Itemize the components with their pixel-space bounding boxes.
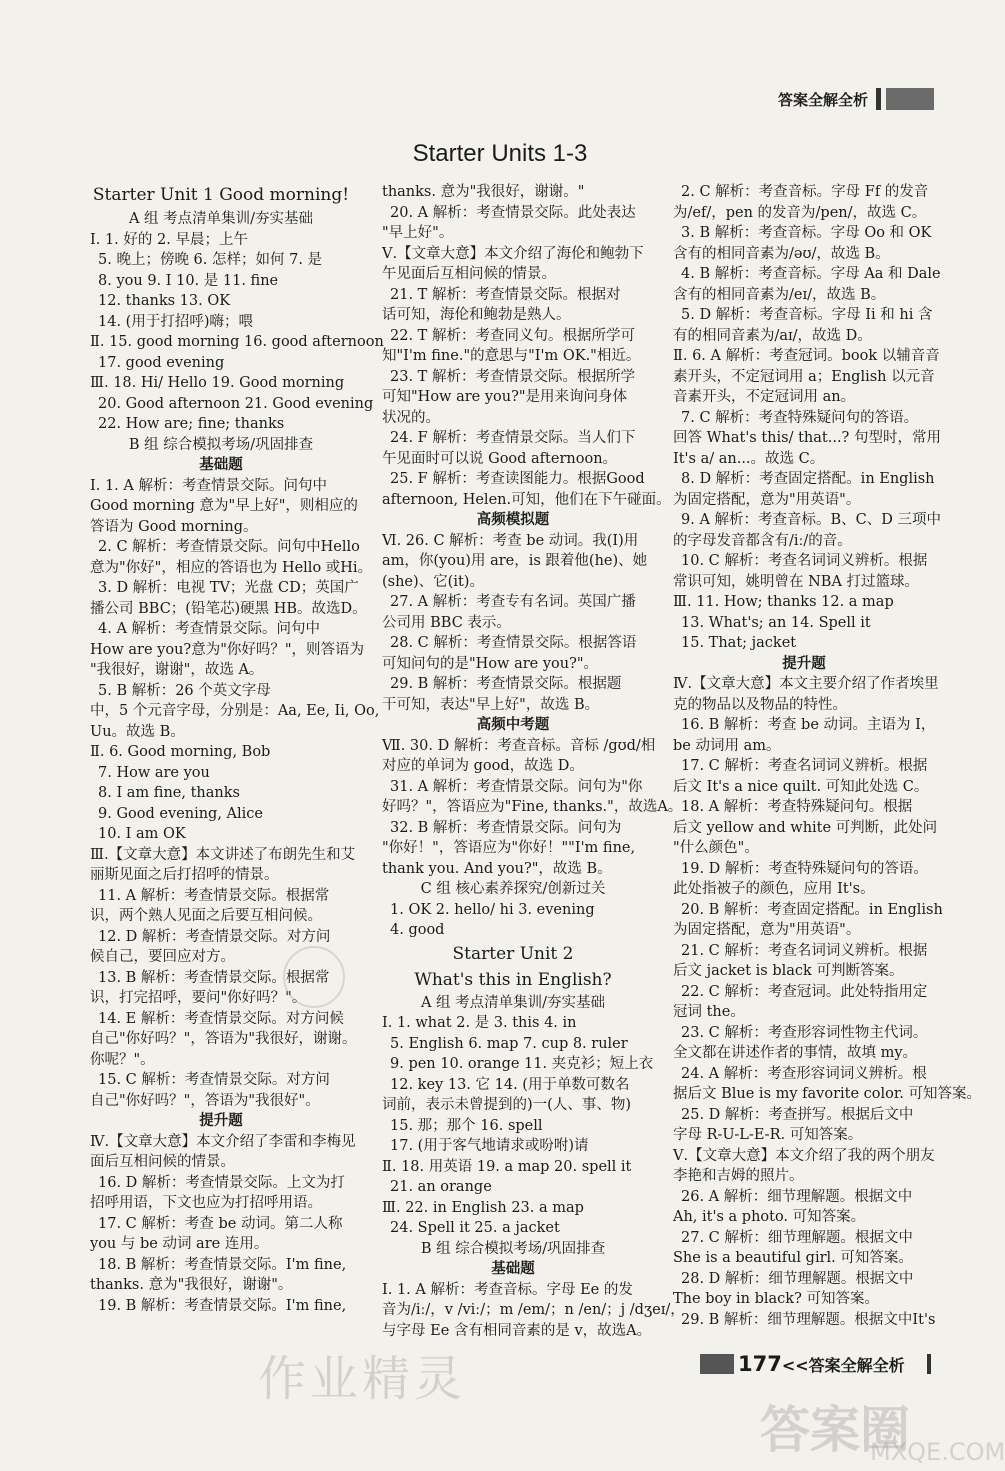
text-line: 14. (用于打招呼)嗨；喂	[98, 313, 253, 330]
answer-column-2	[382, 182, 685, 1341]
watermark-center: 作业精灵	[258, 1351, 467, 1407]
text-line: afternoon, Helen.可知，他们在下午碰面。	[382, 491, 671, 508]
text-line: Ⅰ. 1. 好的 2. 早晨；上午	[90, 231, 248, 248]
text-line: 23. T 解析：考查情景交际。根据所学	[390, 368, 635, 385]
text-line: 2. C 解析：考查情景交际。问句中Hello	[98, 539, 360, 555]
text-line: The boy in black? 可知答案。	[673, 1291, 879, 1307]
text-line: 好吗？"，答语应为"Fine, thanks."，故选A。	[382, 799, 683, 815]
text-line: 18. B 解析：考查情景交际。I'm fine,	[98, 1256, 347, 1273]
footer	[0, 1352, 1000, 1376]
text-line: 可知"How are you?"是用来询问身体	[382, 389, 628, 405]
text-line: be 动词用 am。	[673, 737, 781, 754]
text-line: 答语为 Good morning。	[90, 518, 258, 535]
text-line: 8. D 解析：考查固定搭配。in English	[681, 471, 935, 487]
text-line: 9. A 解析：考查音标。B、C、D 三项中	[681, 512, 942, 528]
text-line: It's a/ an...。故选 C。	[673, 450, 825, 467]
text-line: 据后文 Blue is my favorite color. 可知答案。	[673, 1086, 981, 1102]
text-line: 与字母 Ee 含有相同音素的是 v，故选A。	[382, 1322, 652, 1339]
text-line: thank you. And you?"，故选 B。	[382, 860, 612, 877]
text-line: 李艳和吉姆的照片。	[673, 1168, 804, 1184]
text-line: 全文都在讲述作者的事情，故填 my。	[673, 1045, 918, 1061]
text-line: 15. C 解析：考查情景交际。对方问	[98, 1072, 330, 1088]
footer-text	[738, 1352, 905, 1376]
text-line: Ⅰ. 1. A 解析：考查音标。字母 Ee 的发	[382, 1281, 633, 1298]
text-line: 公司用 BBC 表示。	[382, 614, 511, 631]
text-line: Ⅱ. 6. Good morning, Bob	[90, 744, 271, 760]
header-tag	[778, 86, 934, 112]
text-line: 高频模拟题	[476, 511, 550, 528]
text-line: 8. you 9. I 10. 是 11. fine	[98, 272, 279, 289]
text-line: 9. Good evening, Alice	[98, 805, 263, 822]
text-line: 5. 晚上；傍晚 6. 怎样；如何 7. 是	[98, 252, 323, 268]
text-line: B 组 综合模拟考场/巩固排查	[420, 1240, 606, 1257]
text-line: 10. C 解析：考查名词词义辨析。根据	[681, 553, 928, 569]
page-title: Starter Units 1-3	[412, 140, 588, 167]
text-line: She is a beautiful girl. 可知答案。	[673, 1250, 913, 1266]
text-line: 27. A 解析：考查专有名词。英国广播	[390, 594, 636, 610]
text-line: Ⅵ. 26. C 解析：考查 be 动词。我(I)用	[382, 532, 639, 549]
text-line: 22. C 解析：考查冠词。此处特指用定	[681, 983, 928, 1000]
text-line: 提升题	[199, 1112, 243, 1129]
text-line: How are you?意为"你好吗？"，则答语为	[90, 641, 365, 658]
text-line: 词前，表示未曾提到的)一(人、事、物)	[382, 1097, 631, 1113]
text-line: 你呢？"。	[90, 1051, 155, 1068]
text-line: What's this in English?	[414, 969, 612, 990]
text-line: 11. A 解析：考查情景交际。根据常	[98, 887, 330, 904]
header-label: 答案全解全析	[777, 90, 868, 109]
text-line: 丽斯见面之后打招呼的情景。	[90, 867, 279, 883]
answer-column-1	[90, 182, 384, 1316]
text-line: 24. F 解析：考查情景交际。当人们下	[390, 430, 636, 446]
text-line: 22. T 解析：考查同义句。根据所学可	[390, 327, 635, 344]
text-line: Good morning 意为"早上好"，则相应的	[90, 498, 358, 514]
text-line: 后文 yellow and white 可判断，此处问	[673, 819, 938, 836]
text-line: 31. A 解析：考查情景交际。问句为"你	[390, 778, 643, 795]
text-line: B 组 综合模拟考场/巩固排查	[128, 436, 314, 453]
page-number: 177	[738, 1352, 782, 1376]
text-line: 有的相同音素为/aɪ/，故选 D。	[673, 327, 872, 344]
text-line: 为固定搭配，意为"用英语"。	[673, 491, 861, 508]
text-line: (she)、它(it)。	[382, 573, 484, 590]
text-line: Ⅲ.【文章大意】本文讲述了布朗先生和艾	[90, 846, 356, 863]
text-line: 识，打完招呼，要问"你好吗？"。	[90, 990, 307, 1006]
text-line: 干可知，表达"早上好"，故选 B。	[382, 696, 600, 713]
text-line: Ⅳ.【文章大意】本文介绍了李雷和李梅见	[90, 1133, 356, 1150]
text-line: thanks. 意为"我很好，谢谢。"	[382, 184, 585, 200]
text-line: 24. Spell it 25. a jacket	[390, 1220, 560, 1236]
text-line: 5. English 6. map 7. cup 8. ruler	[390, 1035, 628, 1052]
text-line: 17. C 解析：考查名词词义辨析。根据	[681, 758, 928, 774]
text-line: "什么颜色"。	[673, 840, 759, 856]
footer-arrows: <<	[781, 1356, 809, 1375]
text-line: 18. A 解析：考查特殊疑问句。根据	[681, 799, 913, 815]
text-line: 的字母发音都含有/iː/的音。	[673, 532, 852, 549]
watermark-bottom: 答案圈	[760, 1401, 910, 1459]
text-line: 素开头，不定冠词用 a；English 以元音	[673, 368, 935, 385]
text-line: C 组 核心素养探究/创新过关	[420, 881, 606, 897]
text-line: Ⅲ. 11. How; thanks 12. a map	[673, 594, 894, 610]
watermark-seal	[283, 946, 345, 1008]
text-line: 为/ef/，pen 的发音为/pen/，故选 C。	[673, 204, 927, 221]
text-line: 10. I am OK	[98, 826, 186, 842]
text-line: 20. B 解析：考查固定搭配。in English	[681, 901, 943, 918]
text-line: 16. D 解析：考查情景交际。上文为打	[98, 1174, 345, 1191]
text-line: 12. thanks 13. OK	[98, 293, 231, 309]
text-line: 32. B 解析：考查情景交际。问句为	[390, 819, 622, 836]
text-line: 含有的相同音素为/əʊ/，故选 B。	[673, 245, 890, 262]
text-line: 自己"你好吗？"，答语为"我很好，谢谢。	[90, 1031, 357, 1047]
text-line: 提升题	[782, 654, 826, 672]
header-bar	[876, 88, 881, 110]
text-line: Ⅱ. 18. 用英语 19. a map 20. spell it	[382, 1158, 632, 1175]
text-line: 14. E 解析：考查情景交际。对方问候	[98, 1010, 344, 1027]
text-line: 25. D 解析：考查拼写。根据后文中	[681, 1106, 914, 1123]
text-line: 高频中考题	[476, 716, 550, 733]
text-line: 1. OK 2. hello/ hi 3. evening	[390, 901, 595, 918]
footer-block	[700, 1354, 734, 1374]
text-line: Ⅰ. 1. what 2. 是 3. this 4. in	[382, 1015, 577, 1031]
text-line: "你好！"，答语应为"你好！""I'm fine,	[382, 840, 636, 856]
text-line: 26. A 解析：细节理解题。根据文中	[681, 1188, 913, 1205]
text-line: 22. How are; fine; thanks	[98, 416, 285, 432]
text-line: 28. C 解析：考查情景交际。根据答语	[390, 635, 637, 651]
text-line: 常识可知，姚明曾在 NBA 打过篮球。	[673, 573, 920, 590]
text-line: Starter Unit 1 Good morning!	[92, 185, 350, 205]
text-line: 19. D 解析：考查特殊疑问句的答语。	[681, 860, 928, 877]
text-line: Ah, it's a photo. 可知答案。	[673, 1209, 866, 1225]
text-line: 7. C 解析：考查特殊疑问句的答语。	[681, 409, 919, 426]
text-line: 8. I am fine, thanks	[98, 785, 240, 801]
text-line: 17. good evening	[98, 354, 225, 371]
text-line: 后文 It's a nice quilt. 可知此处选 C。	[673, 778, 929, 795]
text-line: Ⅱ. 6. A 解析：考查冠词。book 以辅音音	[673, 348, 940, 364]
text-line: 冠词 the。	[673, 1004, 745, 1020]
footer-label: 答案全解全析	[808, 1356, 905, 1375]
text-line: 为固定搭配，意为"用英语"。	[673, 922, 861, 938]
text-line: 中，5 个元音字母，分别是：Aa, Ee, Ii, Oo,	[90, 703, 380, 719]
text-line: 4. A 解析：考查情景交际。问句中	[98, 621, 321, 637]
text-line: 12. D 解析：考查情景交际。对方问	[98, 928, 331, 945]
text-line: thanks. 意为"我很好，谢谢"。	[90, 1277, 293, 1293]
text-line: 候自己，要回应对方。	[90, 949, 235, 965]
text-line: 回答 What's this/ that...? 句型时，常用	[673, 430, 941, 446]
text-line: Ⅰ. 1. A 解析：考查情景交际。问句中	[90, 477, 327, 494]
text-line: 自己"你好吗？"，答语为"我很好"。	[90, 1092, 320, 1109]
text-line: 9. pen 10. orange 11. 夹克衫；短上衣	[390, 1056, 654, 1072]
text-line: 5. B 解析：26 个英文字母	[98, 682, 271, 699]
text-line: 21. an orange	[390, 1179, 492, 1195]
watermark-site: MXQE.COM	[870, 1438, 1005, 1466]
text-line: 午见面时可以说 Good afternoon。	[382, 450, 618, 467]
text-line: 24. A 解析：考查形容词词义辨析。根	[681, 1065, 927, 1082]
text-line: 5. D 解析：考查音标。字母 Ii 和 hi 含	[681, 307, 933, 323]
text-line: 可知问句的是"How are you?"。	[382, 655, 599, 672]
text-line: 2. C 解析：考查音标。字母 Ff 的发音	[681, 184, 929, 200]
footer-bar	[927, 1354, 931, 1374]
text-line: 7. How are you	[98, 764, 210, 781]
text-line: "早上好"。	[382, 225, 454, 241]
text-line: 23. C 解析：考查形容词性物主代词。	[681, 1024, 928, 1041]
text-line: Ⅱ. 15. good morning 16. good afternoon	[90, 334, 384, 350]
text-line: 话可知，海伦和鲍勃是熟人。	[382, 307, 571, 323]
text-line: 克的物品以及物品的特性。	[673, 696, 847, 713]
text-line: 含有的相同音素为/eɪ/，故选 B。	[673, 286, 886, 303]
text-line: 17. C 解析：考查 be 动词。第二人称	[98, 1215, 343, 1232]
text-line: 意为"你好"，相应的答语也为 Hello 或Hi。	[90, 559, 373, 576]
text-line: 28. D 解析：细节理解题。根据文中	[681, 1270, 914, 1287]
text-line: 后文 jacket is black 可判断答案。	[673, 963, 904, 979]
text-line: 此处指被子的颜色，应用 It's。	[673, 881, 875, 897]
text-line: 15. 那；那个 16. spell	[390, 1117, 543, 1134]
text-line: 4. good	[390, 922, 445, 938]
text-line: Ⅴ.【文章大意】本文介绍了我的两个朋友	[673, 1147, 935, 1164]
text-line: Ⅲ. 18. Hi/ Hello 19. Good morning	[90, 375, 345, 391]
text-line: A 组 考点清单集训/夯实基础	[128, 211, 314, 227]
text-line: 面后互相问候的情景。	[90, 1154, 235, 1170]
text-line: Ⅳ.【文章大意】本文主要介绍了作者埃里	[673, 676, 939, 692]
text-line: 17. (用于客气地请求或吩咐)请	[390, 1138, 589, 1154]
text-line: Ⅶ. 30. D 解析：考查音标。音标 /gʊd/相	[382, 737, 656, 754]
text-line: 音为/iː/，v /viː/；m /em/；n /en/；j /dʒeɪ/，	[382, 1302, 685, 1318]
header-block	[886, 88, 934, 110]
text-line: 20. A 解析：考查情景交际。此处表达	[390, 204, 636, 221]
text-line: 基础题	[199, 456, 243, 473]
text-line: 基础题	[491, 1260, 535, 1277]
text-line: 21. T 解析：考查情景交际。根据对	[390, 286, 621, 303]
text-line: 状况的。	[382, 409, 440, 426]
text-line: 招呼用语，下文也应为打招呼用语。	[90, 1195, 322, 1211]
text-line: 27. C 解析：细节理解题。根据文中	[681, 1229, 913, 1246]
text-line: Ⅲ. 22. in English 23. a map	[382, 1199, 584, 1216]
text-line: 午见面后互相问候的情景。	[382, 266, 556, 282]
text-line: 21. C 解析：考查名词词义辨析。根据	[681, 942, 928, 959]
text-line: 知"I'm fine."的意思与"I'm OK."相近。	[382, 348, 641, 364]
text-line: 识，两个熟人见面之后要互相问候。	[90, 908, 322, 924]
text-line: Uu。故选 B。	[90, 723, 185, 740]
text-line: 音素开头，不定冠词用 an。	[673, 389, 856, 405]
text-line: 播公司 BBC；(铅笔芯)硬黑 HB。故选D。	[90, 600, 367, 617]
text-line: 29. B 解析：细节理解题。根据文中It's	[681, 1311, 936, 1328]
answer-column-3	[673, 182, 981, 1330]
text-line: 25. F 解析：考查读图能力。根据Good	[390, 471, 645, 487]
text-line: "我很好，谢谢"，故选 A。	[90, 662, 264, 678]
text-line: A 组 考点清单集训/夯实基础	[420, 994, 606, 1011]
text-line: 29. B 解析：考查情景交际。根据题	[390, 676, 622, 692]
text-line: you 与 be 动词 are 连用。	[90, 1236, 269, 1252]
text-line: 3. B 解析：考查音标。字母 Oo 和 OK	[681, 225, 932, 241]
text-line: 20. Good afternoon 21. Good evening	[98, 395, 374, 412]
text-line: Ⅴ.【文章大意】本文介绍了海伦和鲍勃下	[382, 245, 644, 262]
text-line: 15. That; jacket	[681, 635, 797, 651]
text-line: 字母 R-U-L-E-R. 可知答案。	[673, 1127, 863, 1143]
text-line: 对应的单词为 good，故选 D。	[382, 758, 584, 774]
text-line: Starter Unit 2	[452, 943, 574, 964]
text-line: 3. D 解析：电视 TV；光盘 CD；英国广	[98, 580, 359, 596]
text-line: 19. B 解析：考查情景交际。I'm fine,	[98, 1297, 347, 1314]
text-line: 12. key 13. 它 14. (用于单数可数名	[390, 1076, 630, 1093]
text-line: 16. B 解析：考查 be 动词。主语为 I，	[681, 717, 936, 733]
text-line: 13. What's; an 14. Spell it	[681, 614, 871, 631]
text-line: am，你(you)用 are，is 跟着他(he)、她	[382, 553, 648, 569]
text-line: 13. B 解析：考查情景交际。根据常	[98, 969, 330, 986]
text-line: 4. B 解析：考查音标。字母 Aa 和 Dale	[681, 266, 941, 282]
